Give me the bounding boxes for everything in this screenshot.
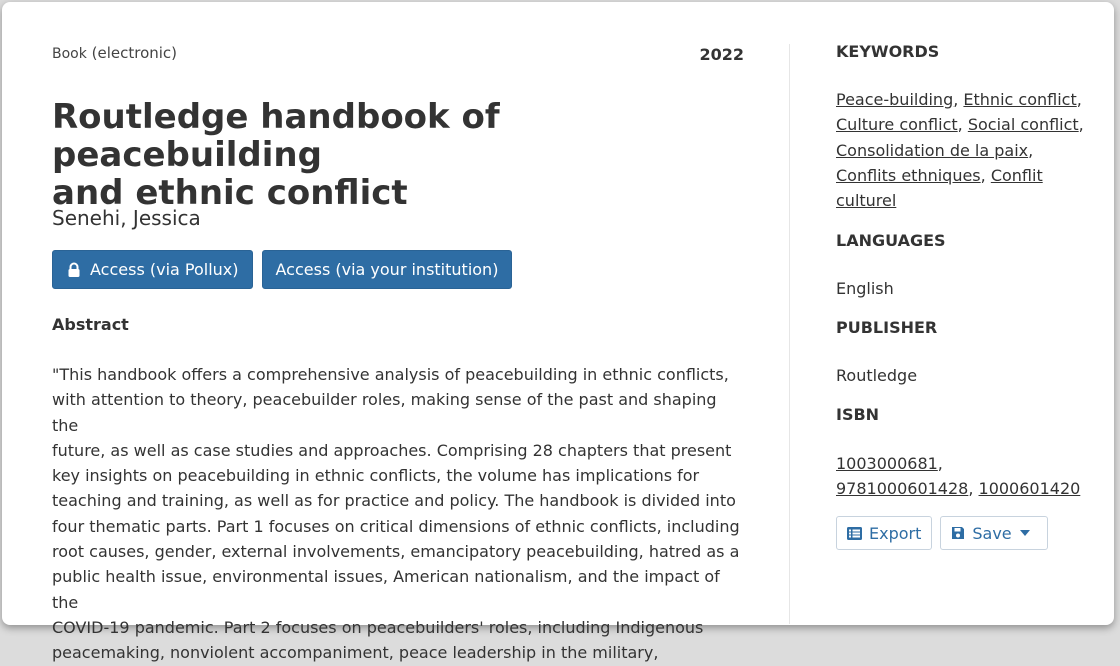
keyword-link[interactable]: Social conflict xyxy=(967,115,1079,135)
languages-heading: LANGUAGES xyxy=(836,231,946,250)
abstract-line: four thematic parts. Part 1 focuses on critical dimensions of ethnic conflicts, including xyxy=(52,516,740,536)
abstract-line: future, as well as case studies and approaches. Comprising 28 chapters that present xyxy=(52,440,732,460)
keyword-link[interactable]: Ethnic conflict xyxy=(963,90,1077,109)
isbn-link[interactable]: 9781000601428 xyxy=(836,479,969,499)
access-pollux-label: Access (via Pollux) xyxy=(90,260,239,279)
list-icon xyxy=(847,527,862,540)
keyword-link[interactable]: Culture conflict xyxy=(836,115,958,135)
abstract-text xyxy=(52,362,744,666)
title-line-2: and ethnic conflict xyxy=(52,173,408,213)
access-buttons xyxy=(52,250,512,289)
access-pollux-button[interactable] xyxy=(52,250,253,289)
abstract-line: key insights on peacebuilding in ethnic conflicts, the volume has implications for xyxy=(52,466,700,486)
abstract-line: peacemaking, nonviolent accompaniment, peace leadership in the military, xyxy=(52,643,659,663)
abstract-heading: Abstract xyxy=(52,315,129,334)
isbn-link[interactable]: 1003000681 xyxy=(836,454,938,473)
keyword-link[interactable]: Conflits ethniques xyxy=(836,165,981,185)
format-detail: (electronic) xyxy=(91,44,178,62)
keyword-link[interactable]: Peace-building xyxy=(836,90,954,109)
format-label xyxy=(52,44,177,62)
record-card xyxy=(2,2,1114,663)
record-title xyxy=(52,98,744,212)
publisher-value: Routledge xyxy=(836,366,918,385)
abstract-line: public health issue, environmental issues, American nationalism, and the impact of the xyxy=(52,567,720,612)
abstract-line: "This handbook offers a comprehensive analysis of peacebuilding in ethnic conflicts, xyxy=(52,365,729,384)
keyword-link[interactable]: Conflit culturel xyxy=(836,165,1043,211)
abstract-line: COVID-19 pandemic. Part 2 focuses on peacebuilders' roles, including Indigenous xyxy=(52,617,704,637)
access-institution-label: Access (via your institution) xyxy=(275,260,499,279)
access-institution-button[interactable] xyxy=(262,250,513,289)
export-button[interactable] xyxy=(836,516,932,550)
keyword-link[interactable]: Consolidation de la paix xyxy=(836,140,1029,160)
abstract-line: root causes, gender, external involvements, emancipatory peacebuilding, hatred as a xyxy=(52,542,740,562)
publisher-heading: PUBLISHER xyxy=(836,318,938,337)
record-tools xyxy=(836,516,1048,550)
keywords-heading: KEYWORDS xyxy=(836,42,940,61)
format-type: Book xyxy=(52,46,87,62)
abstract-line: with attention to theory, peacebuilder roles, making sense of the past and shaping the xyxy=(52,390,717,435)
save-button[interactable] xyxy=(940,516,1047,550)
column-divider xyxy=(789,44,790,624)
floppy-disk-icon xyxy=(951,526,965,540)
caret-down-icon[interactable] xyxy=(1020,530,1030,536)
lock-icon xyxy=(66,262,82,278)
isbn-heading: ISBN xyxy=(836,405,880,424)
publication-year: 2022 xyxy=(699,45,744,64)
keywords-list: Peace-building, Ethnic conflict, Culture conflict, Social conflict, Consolidation de la paix, Conflits ethniques, Conflit culturel xyxy=(836,90,1084,211)
save-label: Save xyxy=(972,523,1012,543)
author: Senehi, Jessica xyxy=(52,206,201,230)
export-label: Export xyxy=(869,523,922,543)
language-value: English xyxy=(836,279,894,298)
isbn-list: 1003000681, 9781000601428, 1000601420 xyxy=(836,454,1081,499)
isbn-link[interactable]: 1000601420 xyxy=(978,479,1081,499)
abstract-line: teaching and training, as well as for practice and policy. The handbook is divided into xyxy=(52,491,736,511)
title-line-1: Routledge handbook of peacebuilding xyxy=(52,97,500,175)
